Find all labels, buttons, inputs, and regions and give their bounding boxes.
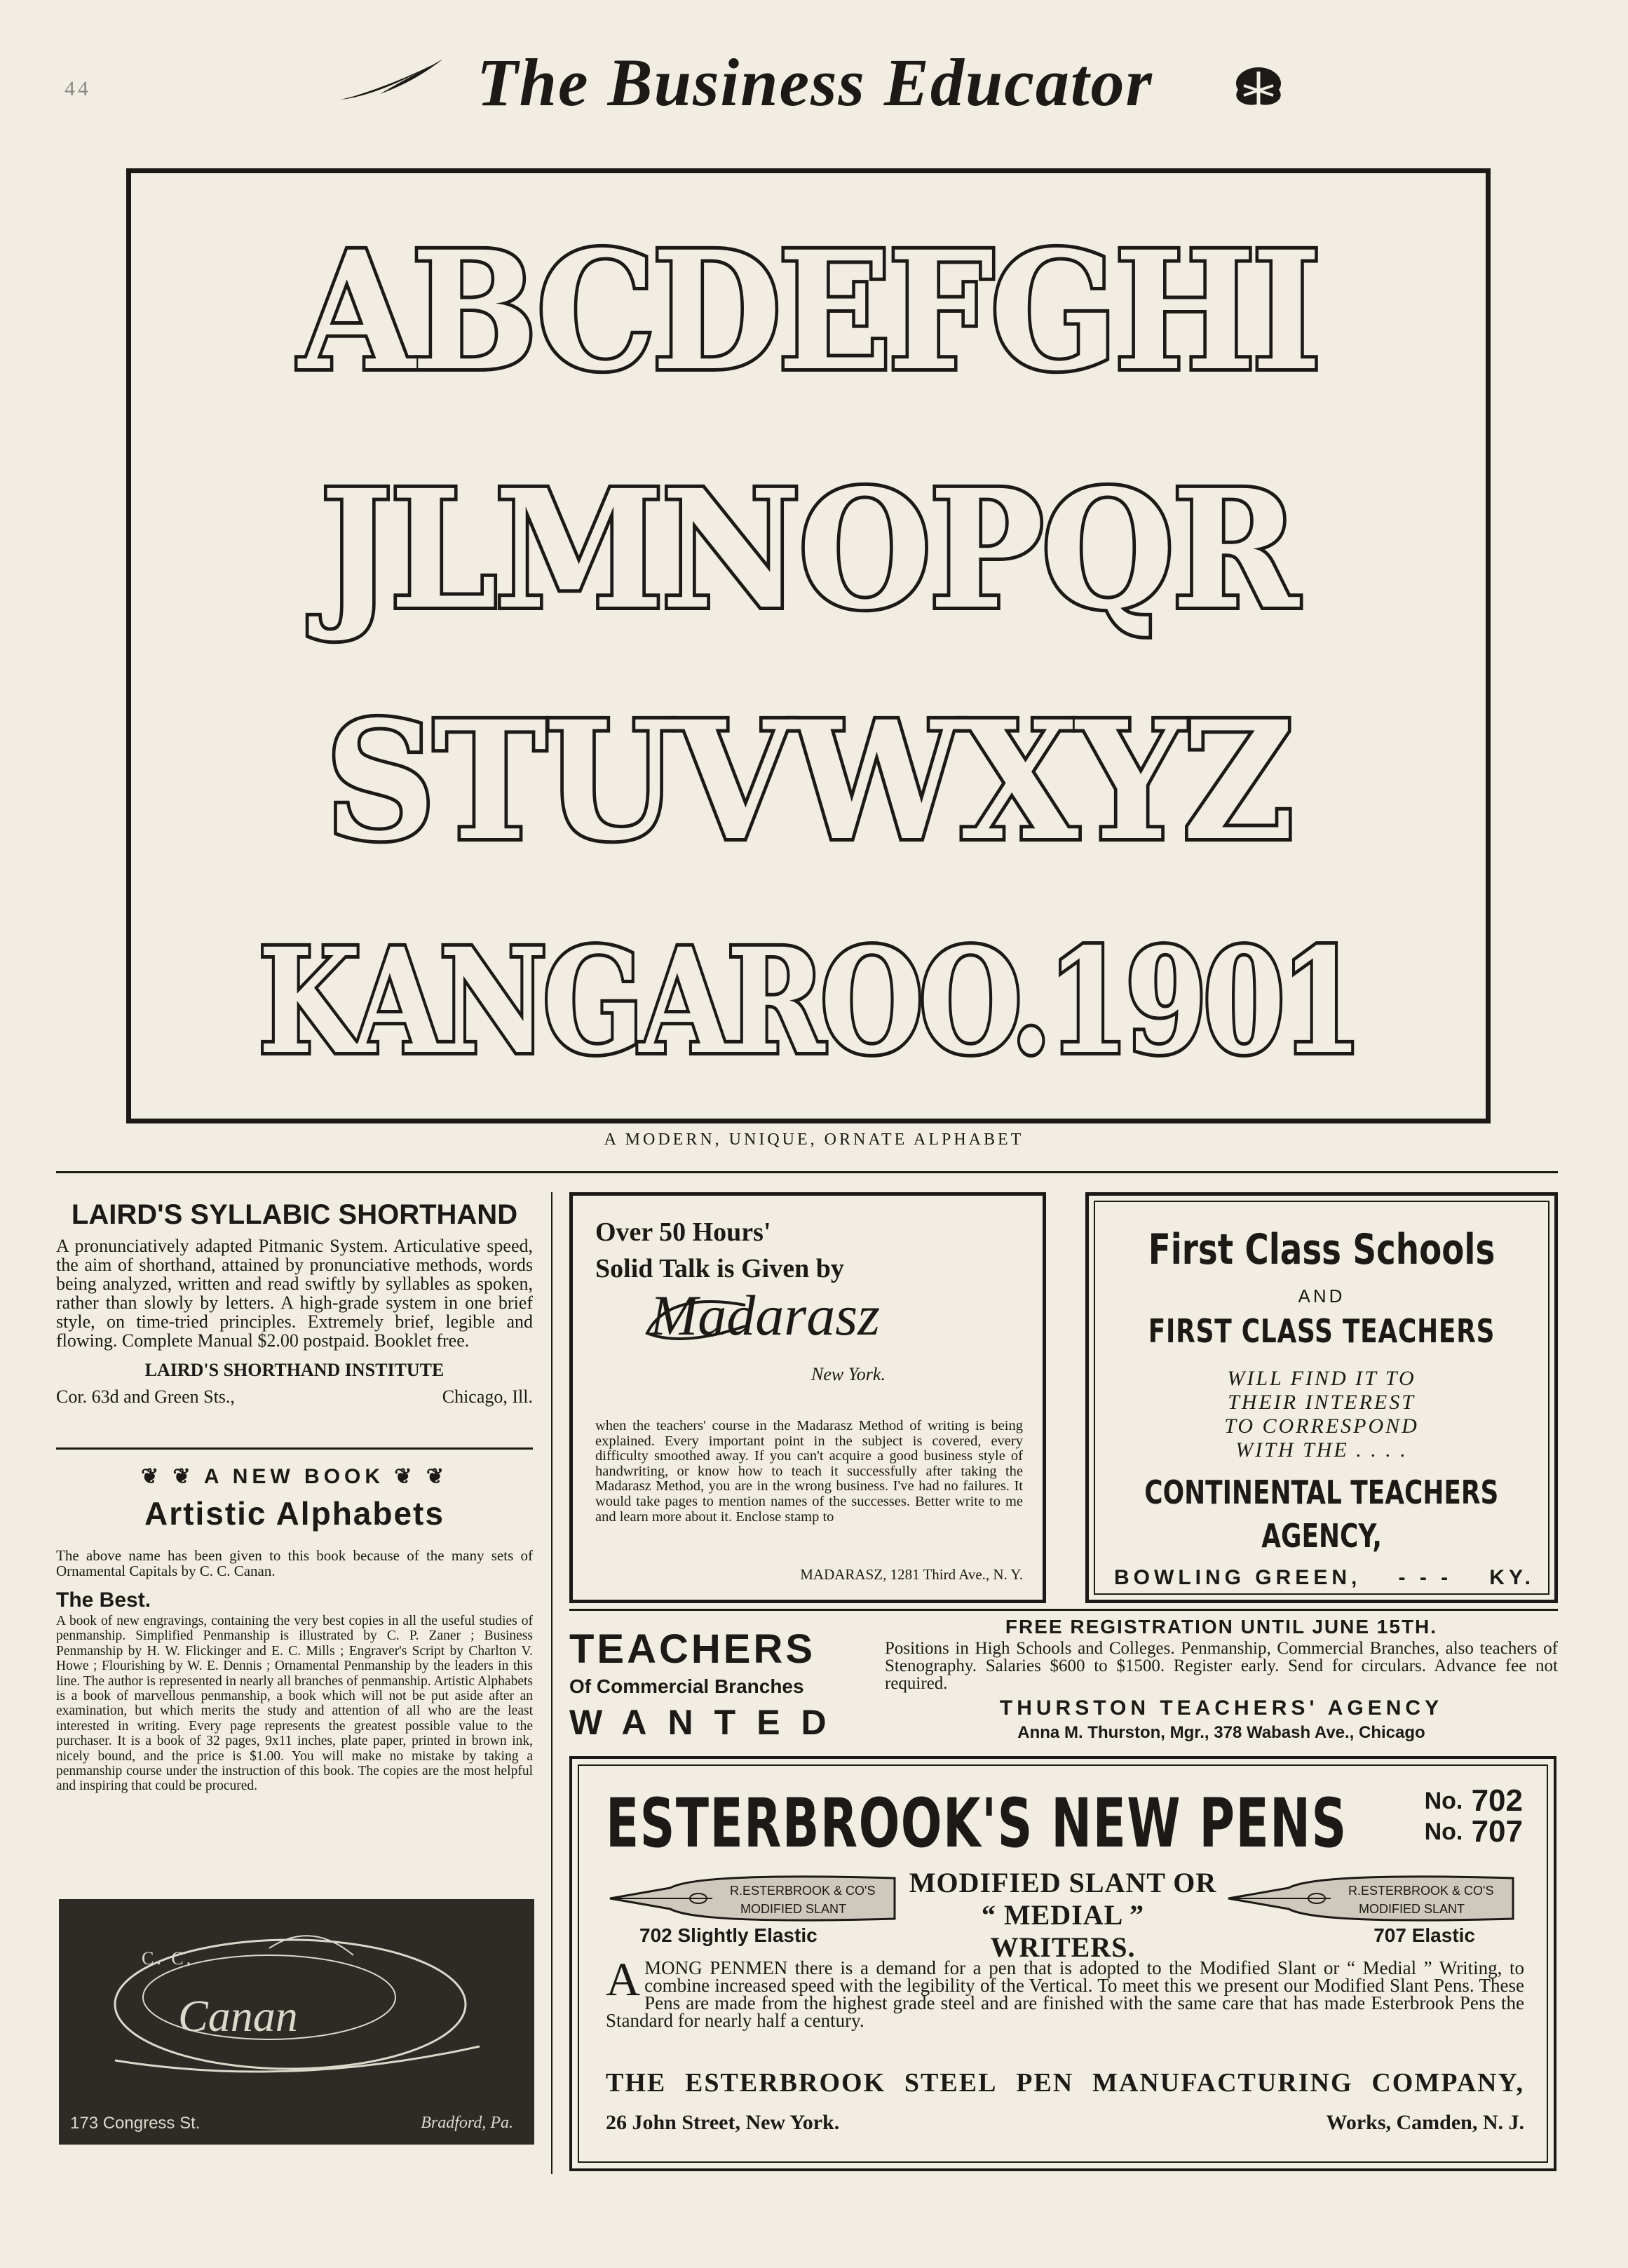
company-word: ESTERBROOK <box>685 2068 886 2098</box>
esterbrook-middle-2: “ MEDIAL ” WRITERS. <box>981 1899 1145 1963</box>
pen-imprint-model: MODIFIED SLANT <box>1359 1902 1465 1916</box>
esterbrook-address-left: 26 John Street, New York. <box>606 2111 840 2134</box>
book-title: Artistic Alphabets <box>144 1495 445 1532</box>
laird-title: LAIRD'S SYLLABIC SHORTHAND <box>71 1199 518 1230</box>
thurston-agency-name: THURSTON TEACHERS' AGENCY <box>999 1696 1444 1720</box>
madarasz-address: MADARASZ, 1281 Third Ave., N. Y. <box>800 1566 1023 1583</box>
esterbrook-address <box>606 2111 1524 2135</box>
pen-imprint-brand: R.ESTERBROOK & CO'S <box>730 1884 876 1898</box>
esterbrook-advertisement <box>569 1756 1556 2171</box>
company-word: MANUFACTURING <box>1092 2068 1353 2098</box>
laird-body: A pronunciatively adapted Pitmanic System. Articulative speed, the aim of shorthand, attained by pronunciative methods, words being analyzed, written and read swiftly by syllables as spoken, rather than slowly by letters. A high-grade system in one brief style, on time-tried principles. Extremely brief, legible and flowing. Complete Manual $2.00 postpaid. Booklet free. <box>56 1236 533 1351</box>
column-rule <box>56 1447 533 1450</box>
page-number: 44 <box>65 77 91 100</box>
first-class-italic-1: WILL FIND IT TO <box>1227 1367 1416 1390</box>
wanted-word: WANTED <box>569 1703 848 1742</box>
pen-nib-707-icon <box>1226 1867 1520 1930</box>
card-signature: Canan <box>178 1991 298 2041</box>
laird-address-city: Chicago, Ill. <box>442 1386 533 1407</box>
first-class-italic-3: TO CORRESPOND <box>1224 1415 1419 1438</box>
book-kicker <box>56 1464 533 1489</box>
pen-nib-702-icon <box>607 1867 902 1930</box>
thurston-manager: Anna M. Thurston, Mgr., 378 Wabash Ave., Chicago <box>1017 1723 1425 1742</box>
first-class-city <box>1114 1566 1535 1590</box>
first-class-dashes: - - - <box>1398 1566 1453 1589</box>
laird-address <box>56 1386 533 1408</box>
madarasz-headline-2: Solid Talk is Given by <box>595 1254 844 1283</box>
first-class-italic <box>1089 1367 1554 1462</box>
pen-702-label: 702 Slightly Elastic <box>639 1924 818 1946</box>
first-class-italic-4: WITH THE . . . . <box>1235 1438 1408 1462</box>
alphabet-row-3: STUVWXYZ <box>325 685 1292 877</box>
artistic-alphabets-advertisement <box>56 1464 533 1794</box>
fleuron-icon: ❦ ❦ <box>140 1465 204 1488</box>
book-kicker-text: A NEW BOOK <box>203 1465 385 1488</box>
best-heading: The Best. <box>56 1588 151 1612</box>
first-class-and: AND <box>1298 1285 1345 1307</box>
quill-pen-icon <box>338 53 450 109</box>
leaf-ornament-icon <box>1228 65 1289 114</box>
first-class-state: KY. <box>1489 1566 1535 1589</box>
thurston-body: Positions in High Schools and Colleges. Penmanship, Commercial Branches, also teachers of Stenography. Salaries $600 to $1500. Register early. Send for circulars. Advance fee not required. <box>885 1639 1558 1693</box>
first-class-city-name: BOWLING GREEN, <box>1114 1566 1362 1589</box>
esterbrook-numbers <box>1424 1783 1523 1849</box>
number-label: No. <box>1424 1818 1463 1845</box>
first-class-agency <box>1089 1471 1554 1558</box>
drop-cap: A <box>606 1952 641 2006</box>
first-class-agency-1: CONTINENTAL TEACHERS <box>1144 1473 1499 1511</box>
first-class-italic-2: THEIR INTEREST <box>1228 1391 1416 1414</box>
column-divider <box>551 1192 552 2174</box>
teachers-wanted-heading <box>569 1626 864 1743</box>
canan-signature-card <box>59 1899 534 2145</box>
esterbrook-address-right: Works, Camden, N. J. <box>1326 2111 1524 2134</box>
free-registration: FREE REGISTRATION UNTIL JUNE 15TH. <box>1005 1616 1438 1638</box>
teachers-word: TEACHERS <box>569 1626 816 1672</box>
madarasz-headline-1: Over 50 Hours' <box>595 1217 771 1247</box>
company-word: PEN <box>1016 2068 1074 2098</box>
card-initials: C. C. <box>142 1948 194 1969</box>
laird-institute: LAIRD'S SHORTHAND INSTITUTE <box>144 1360 445 1380</box>
pen-imprint-model: MODIFIED SLANT <box>740 1902 847 1916</box>
company-word: THE <box>606 2068 667 2098</box>
card-city: Bradford, Pa. <box>421 2114 513 2132</box>
company-word: COMPANY, <box>1371 2068 1524 2098</box>
esterbrook-body-text: MONG PENMEN there is a demand for a pen that is adopted to the Modified Slant or “ Medial ” Writing, to combine increased speed with the legibility of the Vertical. To meet this we present our Modified Slant Pens. These Pens are made from the highest grade steel and are finished with the same care that has made Esterbrook Pens the Standard for nearly half a century. <box>606 1957 1524 2031</box>
number-702: 702 <box>1471 1783 1523 1818</box>
first-class-teachers-text: FIRST CLASS TEACHERS <box>1148 1312 1495 1350</box>
masthead-title: The Business Educator <box>477 45 1153 120</box>
madarasz-signature-city: New York. <box>811 1364 886 1384</box>
first-class-teachers <box>1089 1312 1554 1350</box>
alphabet-row-2: JLMNOPQR <box>320 454 1297 645</box>
card-street: 173 Congress St. <box>70 2114 201 2133</box>
thurston-agency-advertisement <box>885 1616 1558 1743</box>
madarasz-body: when the teachers' course in the Madarasz Method of writing is being explained. Every important point in the subject is covered, every difficulty smoothed away. If you can't acquire a good business style of handwriting, or know how to teach it successfully after taking the Madarasz Method, you are in the wrong business. I've had no failures. It would take pages to mention names of the successes. Better write to me and learn more about it. Enclose stamp to <box>595 1418 1023 1525</box>
pen-imprint-brand: R.ESTERBROOK & CO'S <box>1348 1884 1494 1898</box>
company-word: STEEL <box>904 2068 998 2098</box>
esterbrook-middle-1: MODIFIED SLANT OR <box>909 1867 1217 1898</box>
madarasz-signature: Madarasz <box>650 1283 881 1347</box>
esterbrook-middle-text <box>909 1867 1217 1964</box>
esterbrook-company <box>606 2067 1524 2098</box>
section-rule <box>569 1609 1558 1611</box>
first-class-title-text: First Class Schools <box>1148 1225 1495 1274</box>
alphabet-row-4: KANGAROO.1901 <box>258 917 1359 1086</box>
number-707: 707 <box>1471 1814 1523 1849</box>
laird-advertisement <box>56 1199 533 1408</box>
madarasz-headline <box>595 1214 844 1287</box>
fleuron-icon: ❦ ❦ <box>384 1465 448 1488</box>
esterbrook-body <box>606 1952 1524 2031</box>
first-class-agency-2: AGENCY, <box>1261 1517 1382 1555</box>
section-rule <box>56 1171 1558 1173</box>
alphabet-caption: A MODERN, UNIQUE, ORNATE ALPHABET <box>604 1130 1024 1149</box>
best-body: A book of new engravings, containing the very best copies in all the useful studies of penmanship. Simplified Penmanship is illustrated by C. P. Zaner ; Business Penmanship by H. W. Flickinger and E. C. Mills ; Engraver's Script by Charlton V. Howe ; Flourishing by W. E. Dennis ; Ornamental Penmanship by the leaders in this line. The author is represented in nearly all branches of penmanship. Artistic Alphabets is a book of marvellous penmanship, a book which will not be put aside after an examination, but which merits the study and attention of all who are the least interested in writing. Every page represents the greatest possible value to the purchaser. It is a book of 32 pages, 9x11 inches, plate paper, printed in brown ink, nicely bound, and the price is $1.00. You will make no mistake by taking a penmanship course under the instruction of this book. The copies are the most helpful and inspiring that could be procured. <box>56 1614 533 1794</box>
number-label: No. <box>1424 1788 1463 1814</box>
continental-agency-advertisement <box>1085 1192 1558 1603</box>
alphabet-row-1: ABCDEFGHI <box>299 215 1318 407</box>
pen-707-label: 707 Elastic <box>1373 1924 1475 1946</box>
laird-address-street: Cor. 63d and Green Sts., <box>56 1386 235 1407</box>
book-intro: The above name has been given to this book because of the many sets of Ornamental Capitals by C. C. Canan. <box>56 1547 533 1579</box>
madarasz-advertisement <box>569 1192 1046 1603</box>
commercial-branches: Of Commercial Branches <box>569 1675 804 1697</box>
first-class-title <box>1089 1225 1554 1274</box>
alphabet-plate <box>126 168 1491 1123</box>
esterbrook-title: ESTERBROOK'S NEW PENS <box>606 1784 1348 1863</box>
